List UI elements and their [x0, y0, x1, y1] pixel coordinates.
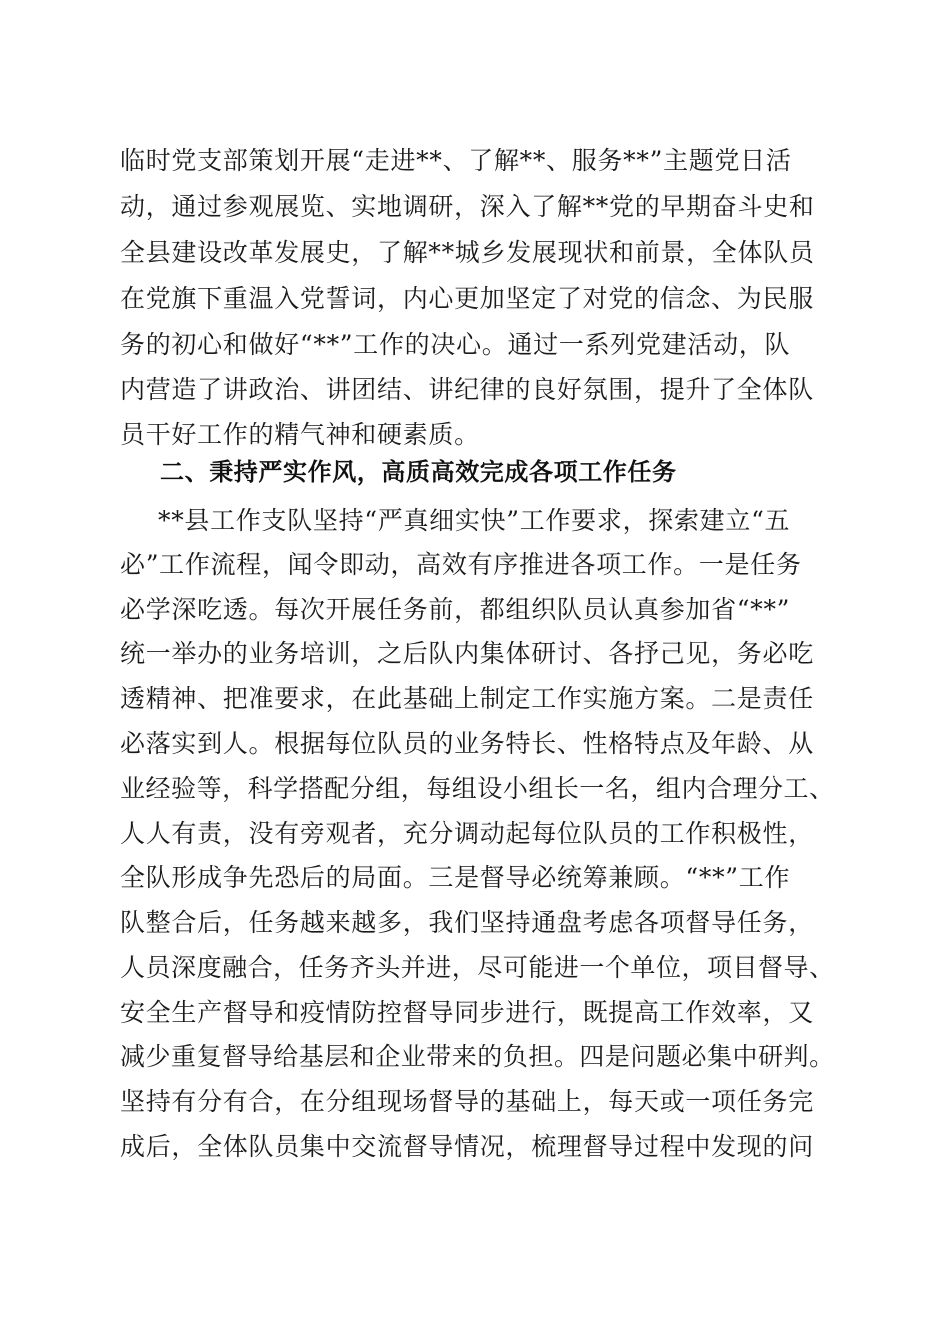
paragraph2-line: 全队形成争先恐后的局面。三是督导必统筹兼顾。“**”工作 [120, 863, 791, 892]
paragraph2-line: 必”工作流程，闻令即动，高效有序推进各项工作。一是任务 [120, 550, 802, 579]
paragraph2-line: 成后，全体队员集中交流督导情况，梳理督导过程中发现的问 [120, 1132, 814, 1161]
paragraph2-line: 业经验等，科学搭配分组，每组设小组长一名，组内合理分工、 [120, 774, 835, 803]
paragraph1-line: 务的初心和做好“**”工作的决心。通过一系列党建活动，队 [120, 330, 791, 359]
paragraph2-line: 人人有责，没有旁观者，充分调动起每位队员的工作积极性， [120, 819, 814, 848]
paragraph2-line: 队整合后，任务越来越多，我们坚持通盘考虑各项督导任务， [120, 908, 814, 937]
paragraph2-line: 必落实到人。根据每位队员的业务特长、性格特点及年龄、从 [120, 729, 814, 758]
paragraph2-line: **县工作支队坚持“严真细实快”工作要求，探索建立“五 [158, 506, 791, 535]
paragraph2-line: 透精神、把准要求，在此基础上制定工作实施方案。二是责任 [120, 684, 814, 713]
paragraph1-line: 内营造了讲政治、讲团结、讲纪律的良好氛围，提升了全体队 [120, 375, 814, 404]
paragraph1-line: 全县建设改革发展史，了解**城乡发展现状和前景，全体队员 [120, 238, 815, 267]
paragraph2-line: 必学深吃透。每次开展任务前，都组织队员认真参加省“**” [120, 595, 791, 624]
paragraph2-line: 减少重复督导给基层和企业带来的负担。四是问题必集中研判。 [120, 1042, 835, 1071]
paragraph1-line: 在党旗下重温入党誓词，内心更加坚定了对党的信念、为民服 [120, 284, 814, 313]
paragraph2-line: 坚持有分有合，在分组现场督导的基础上，每天或一项任务完 [120, 1087, 814, 1116]
paragraph1-line: 动，通过参观展览、实地调研，深入了解**党的早期奋斗史和 [120, 192, 815, 221]
paragraph1-line: 员干好工作的精气神和硬素质。 [120, 420, 480, 449]
paragraph2-line: 人员深度融合，任务齐头并进，尽可能进一个单位，项目督导、 [120, 953, 835, 982]
paragraph1-line: 临时党支部策划开展“走进**、了解**、服务**”主题党日活 [120, 146, 792, 175]
paragraph2-line: 统一举办的业务培训，之后队内集体研讨、各抒己见，务必吃 [120, 639, 814, 668]
section-heading: 二、秉持严实作风，高质高效完成各项工作任务 [160, 458, 677, 486]
paragraph2-line: 安全生产督导和疫情防控督导同步进行，既提高工作效率，又 [120, 998, 814, 1027]
